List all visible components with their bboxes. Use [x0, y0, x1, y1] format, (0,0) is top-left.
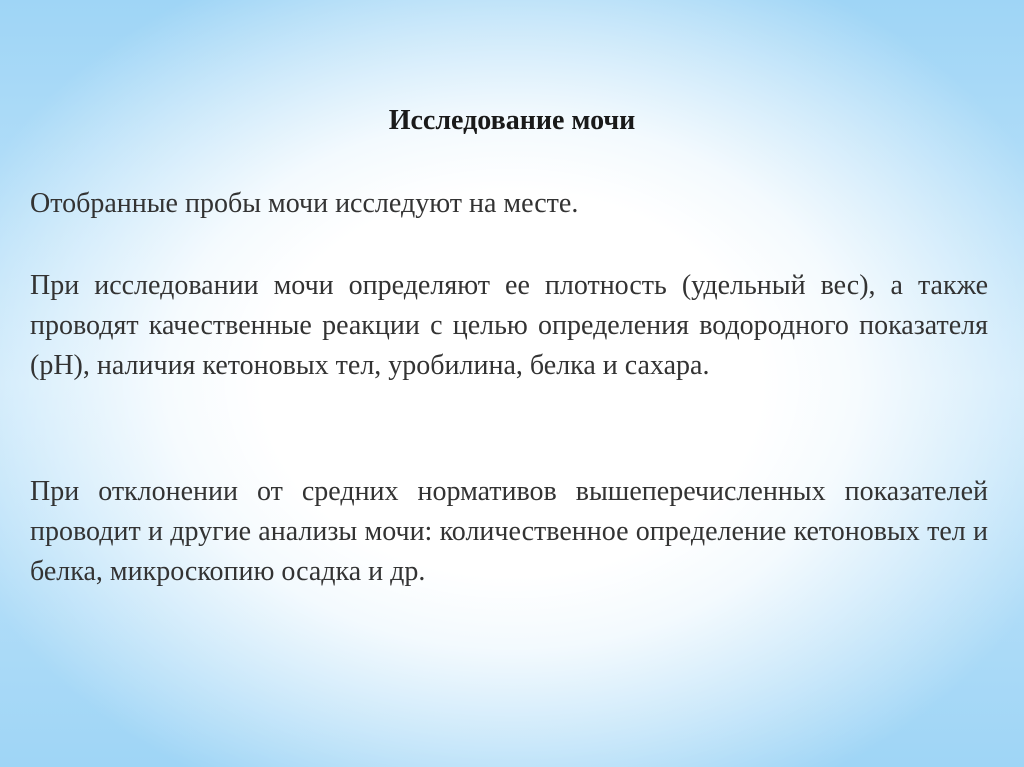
- paragraph-deviations: При отклонении от средних нормативов вышеперечисленных показателей проводит и другие анализы мочи: количественное определение кетоновых тел и белка, микроскопию осадка и др.: [30, 476, 988, 587]
- paragraph-samples: Отобранные пробы мочи исследуют на месте.: [30, 188, 579, 219]
- slide-title: Исследование мочи: [388, 105, 636, 136]
- paragraph-density: При исследовании мочи определяют ее плотность (удельный вес), а также проводят качественные реакции с целью определения водородного показателя (pH), наличия кетоновых тел, уробилина, белка и сахара.: [30, 270, 988, 381]
